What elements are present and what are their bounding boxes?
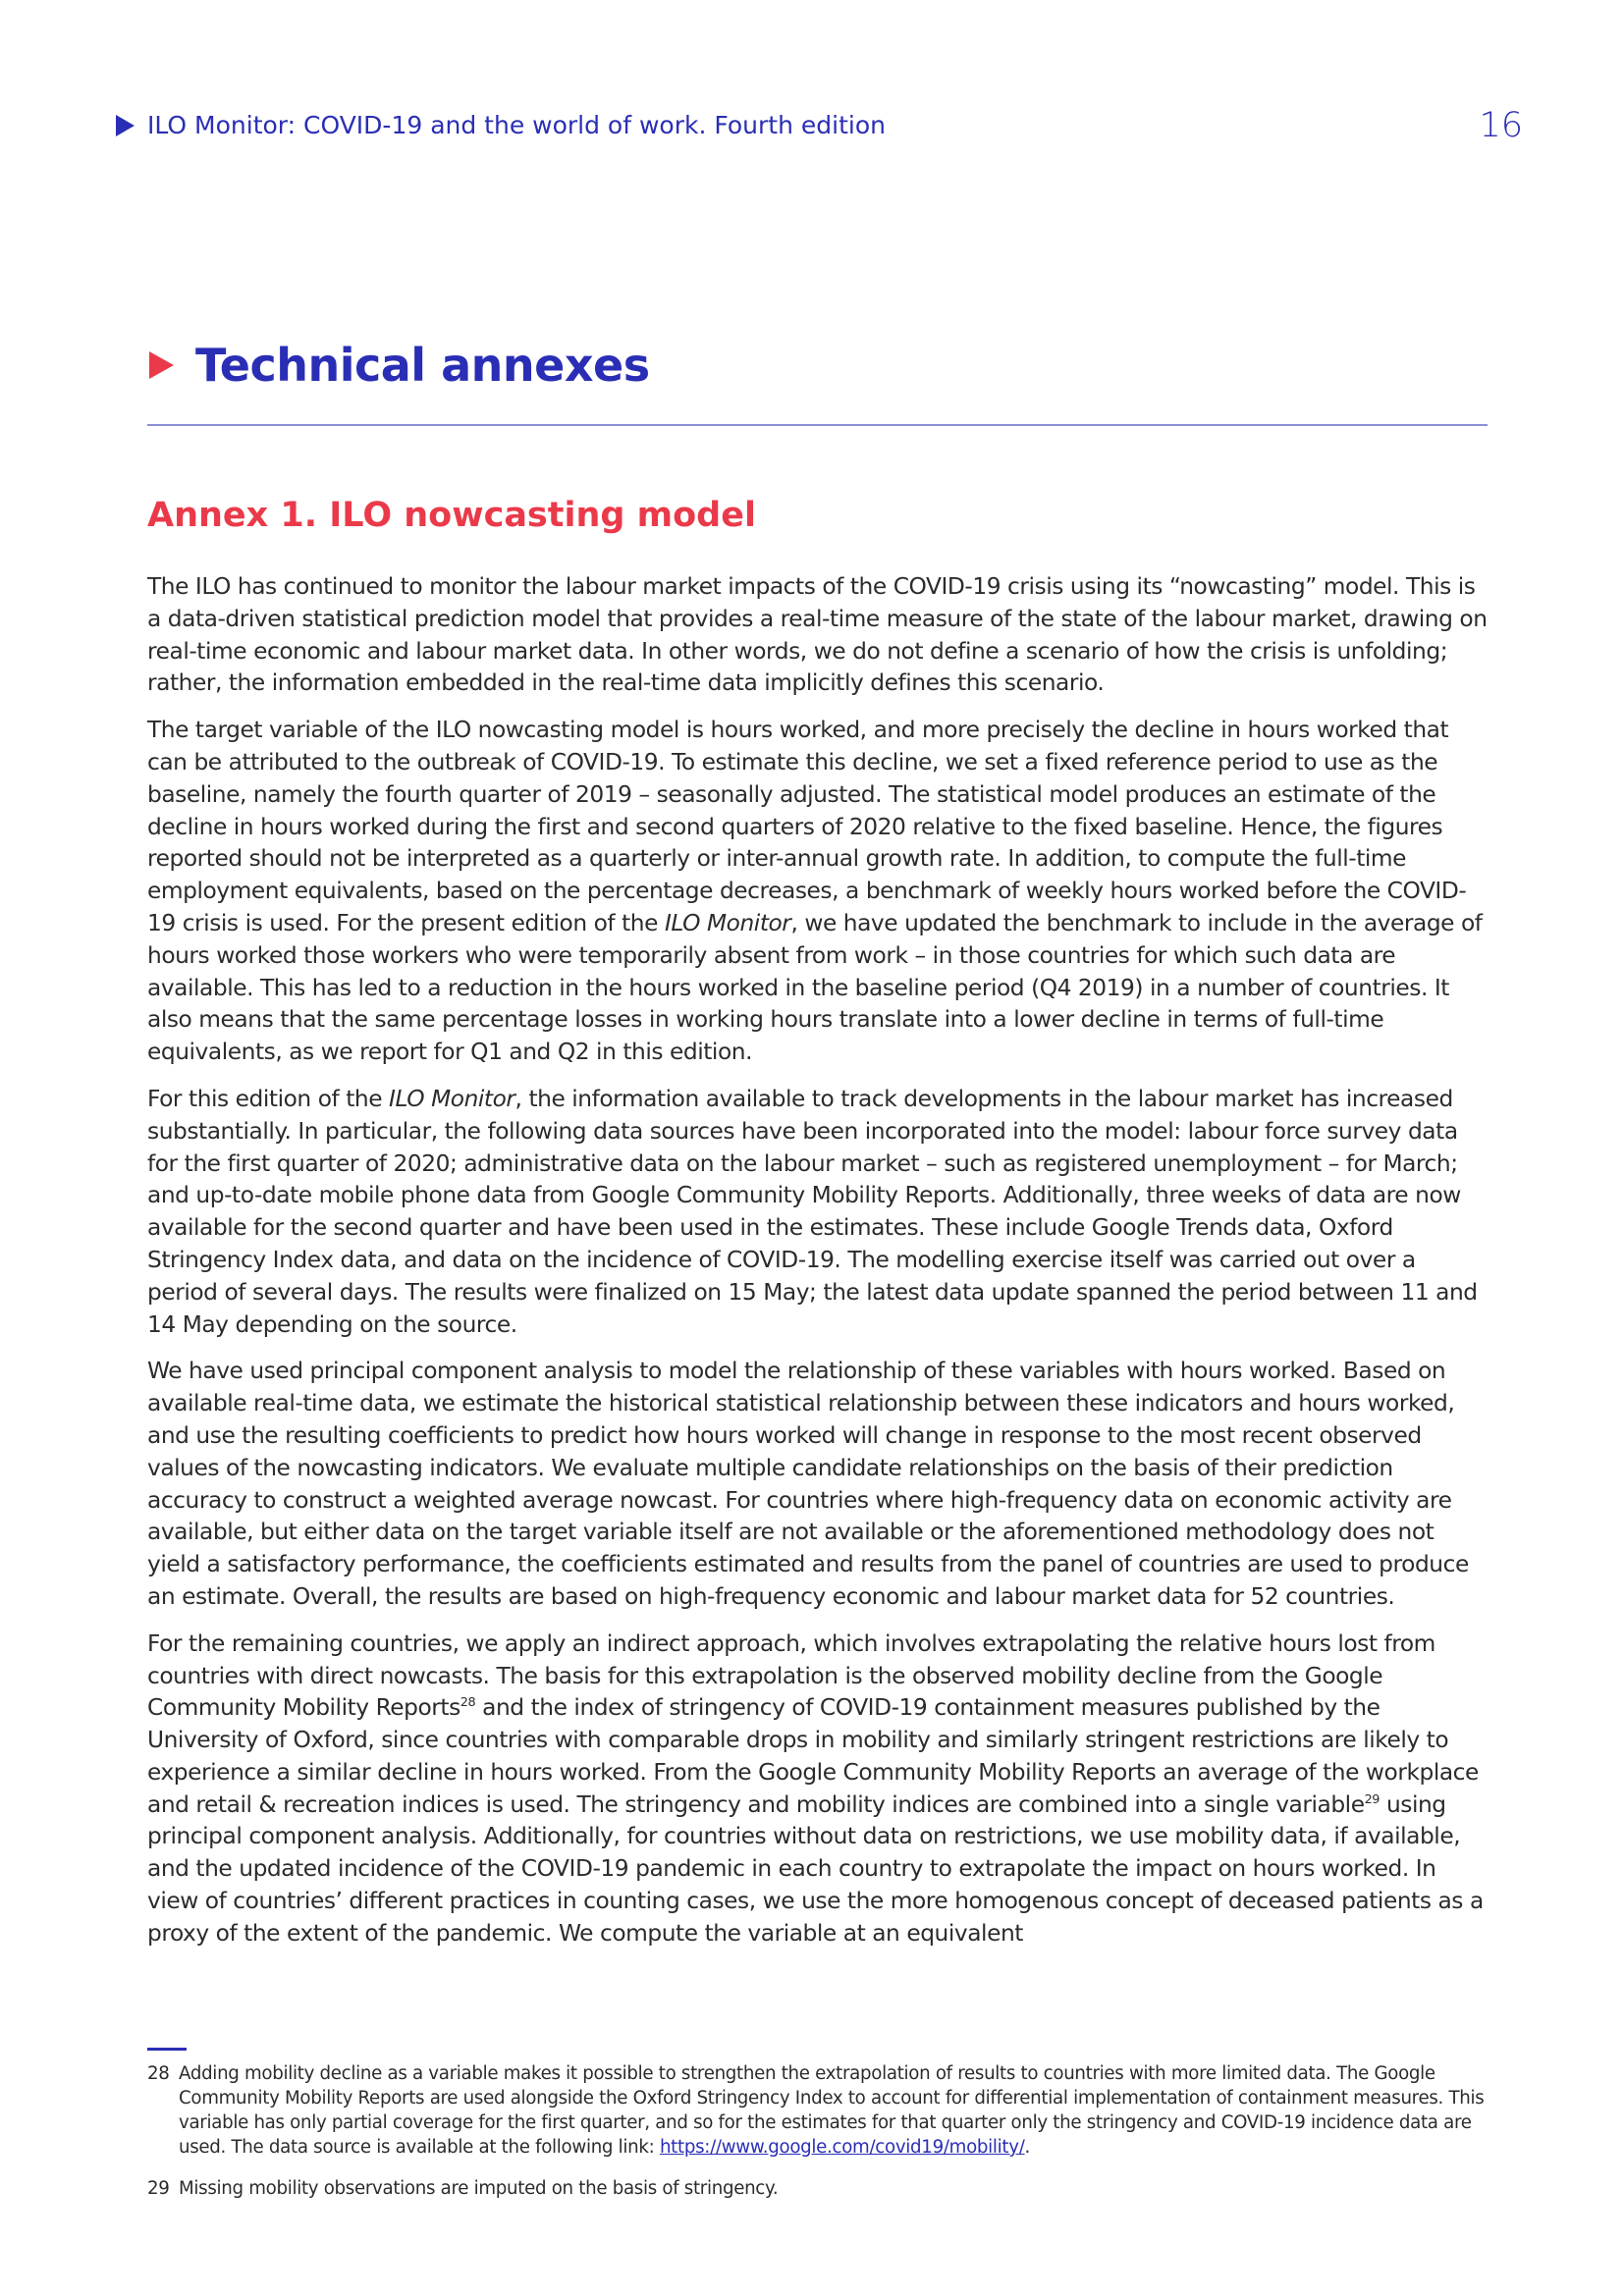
body-text	[147, 571, 1492, 1965]
footnote-text: Missing mobility observations are imputed on the basis of stringency.	[179, 2178, 779, 2199]
paragraph-5: For the remaining countries, we apply an indirect approach, which involves extrapolating the relative hours lost from countries with direct nowcasts. The basis for this extrapolation is the observed mobility decline from the Google Community Mobility Reports$^{28}$ and the index of stringency of COVID-19 containment measures published by the University of Oxford, since countries with comparable drops in mobility and similarly stringent restrictions are likely to experience a similar decline in hours worked. From the Google Community Mobility Reports an average of the workplace and retail & recreation indices is used. The stringency and mobility indices are combined into a single variable$^{29}$ using principal component analysis. Additionally, for countries without data on restrictions, we use mobility data, if available, and the updated incidence of the COVID-19 pandemic in each country to extrapolate the impact on hours worked. In view of countries’ different practices in counting cases, we use the more homogenous concept of deceased patients as a proxy of the extent of the pandemic. We compute the variable at an equivalent	[147, 1629, 1484, 1947]
footnote-ref-29[interactable]: 29	[1364, 1791, 1380, 1807]
header-triangle-icon	[116, 115, 135, 136]
running-header	[116, 111, 1526, 139]
footnote-divider	[147, 2048, 187, 2051]
paragraph-2: The target variable of the ILO nowcasting model is hours worked, and more precisely the decline in hours worked that can be attributed to the outbreak of COVID-19. To estimate this decline, we set a fixed reference period to use as the baseline, namely the fourth quarter of 2019 – seasonally adjusted. The statistical model produces an estimate of the decline in hours worked during the first and second quarters of 2020 relative to the fixed baseline. Hence, the figures reported should not be interpreted as a quarterly or inter-annual growth rate. In addition, to compute the full-time employment equivalents, based on the percentage decreases, a benchmark of weekly hours worked before the COVID-19 crisis is used. For the present edition of the ILO Monitor, we have updated the benchmark to include in the average of hours worked those workers who were temporarily absent from work – in those countries for which such data are available. This has led to a reduction in the hours worked in the baseline period (Q4 2019) in a number of countries. It also means that the same percentage losses in working hours translate into a lower decline in terms of full-time equivalents, as we report for Q1 and Q2 in this edition.	[147, 717, 1483, 1066]
mobility-reports-link[interactable]: https://www.google.com/covid19/mobility/	[659, 2137, 1025, 2158]
page-number: 16	[1479, 106, 1523, 145]
publication-title: ILO Monitor	[664, 909, 791, 936]
annex-heading: Annex 1. ILO nowcasting model	[147, 496, 756, 535]
paragraph-4: We have used principal component analysis to model the relationship of these variables with hours worked. Based on available real-time data, we estimate the historical statistical relationship between these indicators and hours worked, and use the resulting coefficients to predict how hours worked will change in response to the most recent observed values of the nowcasting indicators. We evaluate multiple candidate relationships on the basis of their prediction accuracy to construct a weighted average nowcast. For countries where high-frequency data on economic activity are available, but either data on the target variable itself are not available or the aforementioned methodology does not yield a satisfactory performance, the coefficients estimated and results from the panel of countries are used to produce an estimate. Overall, the results are based on high-frequency economic and labour market data for 52 countries.	[147, 1358, 1469, 1610]
section-title-text: Technical annexes	[195, 339, 650, 392]
footnote-number: 28	[147, 2063, 170, 2084]
footnote-29	[147, 2176, 1492, 2201]
footnote-28: 28 Adding mobility decline as a variable makes it possible to strengthen the extrapolation of results to countries with more limited data. The Google Community Mobility Reports are used alongside the Oxford Stringency Index to account for differential implementation of containment measures. This variable has only partial coverage for the first quarter, and so for the estimates for that quarter only the stringency and COVID-19 incidence data are used. The data source is available at the following link: https://www.google.com/covid19/mobility/.	[147, 2063, 1485, 2158]
section-triangle-icon	[149, 351, 174, 379]
footnote-number: 29	[147, 2178, 170, 2199]
section-title	[149, 339, 650, 392]
paragraph-1: The ILO has continued to monitor the labour market impacts of the COVID-19 crisis using its “nowcasting” model. This is a data-driven statistical prediction model that provides a real-time measure of the state of the labour market, drawing on real-time economic and labour market data. In other words, we do not define a scenario of how the crisis is unfolding; rather, the information embedded in the real-time data implicitly defines this scenario.	[147, 573, 1488, 697]
footnote-ref-28[interactable]: 28	[460, 1695, 476, 1711]
section-divider	[147, 424, 1488, 426]
publication-title: ILO Monitor	[389, 1085, 515, 1112]
footnotes	[147, 2061, 1492, 2217]
paragraph-3: For this edition of the ILO Monitor, the information available to track developments in the labour market has increased substantially. In particular, the following data sources have been incorporated into the model: labour force survey data for the first quarter of 2020; administrative data on the labour market – such as registered unemployment – for March; and up-to-date mobile phone data from Google Community Mobility Reports. Additionally, three weeks of data are now available for the second quarter and have been used in the estimates. These include Google Trends data, Oxford Stringency Index data, and data on the incidence of COVID-19. The modelling exercise itself was carried out over a period of several days. The results were finalized on 15 May; the latest data update spanned the period between 11 and 14 May depending on the source.	[147, 1085, 1478, 1338]
running-title: ILO Monitor: COVID-19 and the world of work. Fourth edition	[147, 111, 886, 139]
footnote-text: Adding mobility decline as a variable makes it possible to strengthen the extrapolation of results to countries with more limited data. The Google Community Mobility Reports are used alongside the Oxford Stringency Index to account for differential implementation of containment measures. This variable has only partial coverage for the first quarter, and so for the estimates for that quarter only the stringency and COVID-19 incidence data are used. The data source is available at the following link:	[179, 2063, 1485, 2158]
